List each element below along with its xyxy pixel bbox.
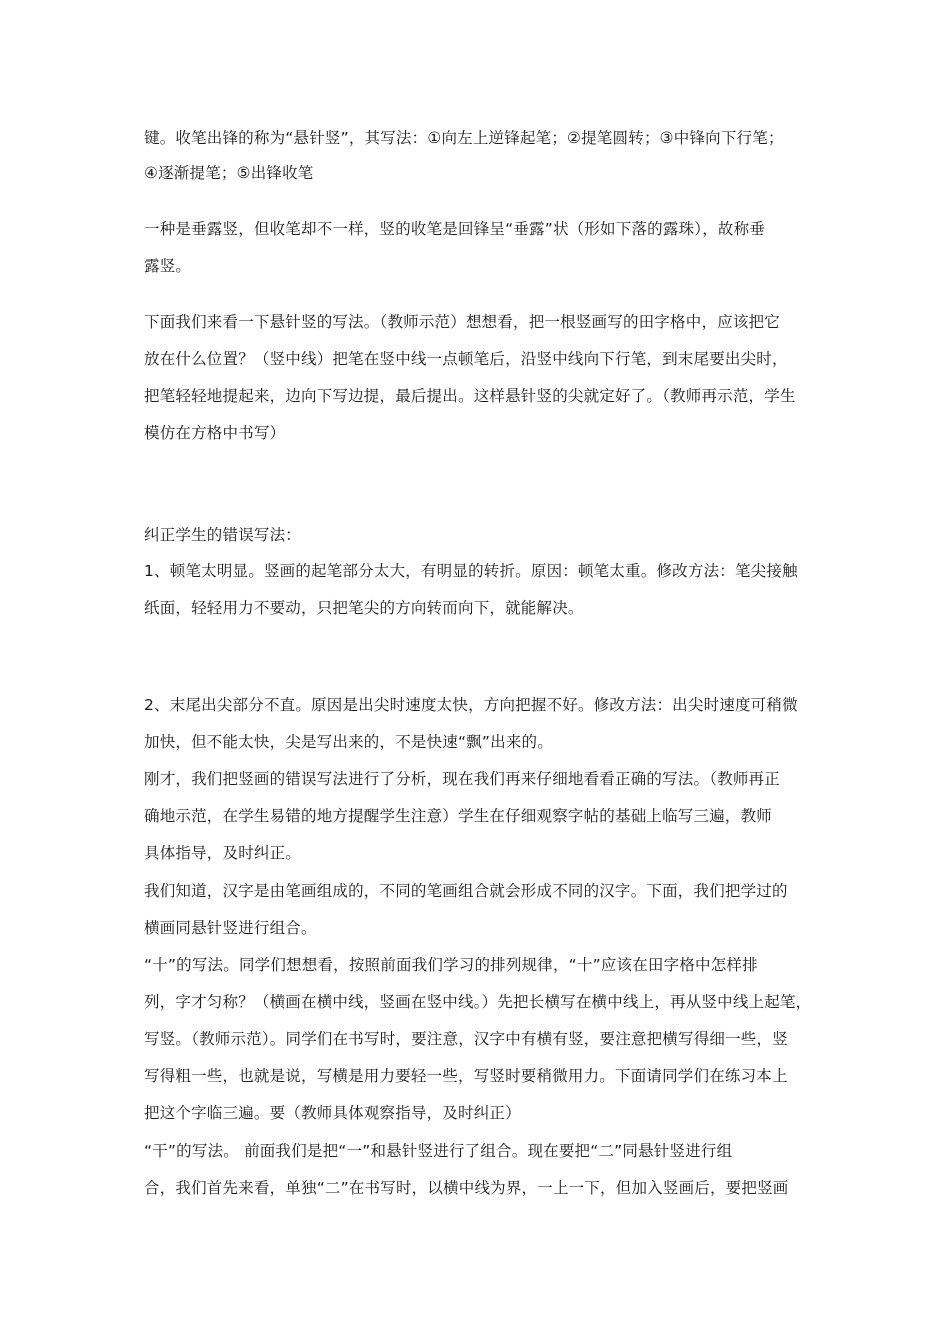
text-line: 模仿在方格中书写） [144, 424, 286, 442]
text-line: “干”的写法。 前面我们是把“一”和悬针竖进行了组合。现在要把“二”同悬针竖进行组 [144, 1142, 733, 1160]
text-line: 加快，但不能太快，尖是写出来的，不是快速“飘”出来的。 [144, 733, 553, 751]
text-line: 刚才，我们把竖画的错误写法进行了分析，现在我们再来仔细地看看正确的写法。（教师再正 [144, 770, 780, 788]
text-line: 写竖。（教师示范）。同学们在书写时，要注意，汉字中有横有竖，要注意把横写得细一些，竖 [144, 1030, 788, 1048]
text-line: “十”的写法。同学们想想看，按照前面我们学习的排列规律，“十”应该在田字格中怎样排 [144, 956, 758, 974]
text-line: 键。收笔出锋的称为“悬针竖”，其写法：①向左上逆锋起笔；②提笔圆转；③中锋向下行笔； [144, 129, 784, 147]
text-line: 露竖。 [144, 257, 192, 275]
text-line: ④逐渐提笔；⑤出锋收笔 [144, 164, 314, 182]
text-line: 1、顿笔太明显。竖画的起笔部分太大，有明显的转折。原因：顿笔太重。修改方法：笔尖接触 [144, 562, 798, 580]
text-line: 纸面，轻轻用力不要动，只把笔尖的方向转而向下，就能解决。 [144, 599, 584, 617]
text-line: 下面我们来看一下悬针竖的写法。（教师示范）想想看，把一根竖画写的田字格中，应该把它 [144, 313, 780, 331]
text-line: 把这个字临三遍。要（教师具体观察指导，及时纠正） [144, 1104, 521, 1122]
text-line: 写得粗一些，也就是说，写横是用力要轻一些，写竖时要稍微用力。下面请同学们在练习本上 [144, 1067, 788, 1085]
text-line: 我们知道，汉字是由笔画组成的，不同的笔画组合就会形成不同的汉字。下面，我们把学过的 [144, 882, 788, 900]
text-line: 一种是垂露竖，但收笔却不一样，竖的收笔是回锋呈“垂露”状（形如下落的露珠），故称垂 [144, 220, 766, 238]
text-line: 列，字才匀称？（横画在横中线，竖画在竖中线。）先把长横写在横中线上，再从竖中线上起笔， [144, 993, 812, 1011]
text-line: 2、末尾出尖部分不直。原因是出尖时速度太快，方向把握不好。修改方法：出尖时速度可稍微 [144, 696, 798, 714]
text-line: 横画同悬针竖进行组合。 [144, 919, 317, 937]
text-line: 把笔轻轻地提起来，边向下写边提，最后提出。这样悬针竖的尖就定好了。（教师再示范，学生 [144, 387, 796, 405]
text-line: 具体指导，及时纠正。 [144, 844, 302, 862]
text-line: 确地示范，在学生易错的地方提醒学生注意）学生在仔细观察字帖的基础上临写三遍，教师 [144, 807, 773, 825]
text-line: 放在什么位置？（竖中线）把笔在竖中线一点顿笔后，沿竖中线向下行笔，到末尾要出尖时， [144, 350, 788, 368]
text-line: 合，我们首先来看，单独“二”在书写时，以横中线为界，一上一下，但加入竖画后，要把竖画 [144, 1179, 789, 1197]
section-heading: 纠正学生的错误写法： [144, 526, 302, 544]
